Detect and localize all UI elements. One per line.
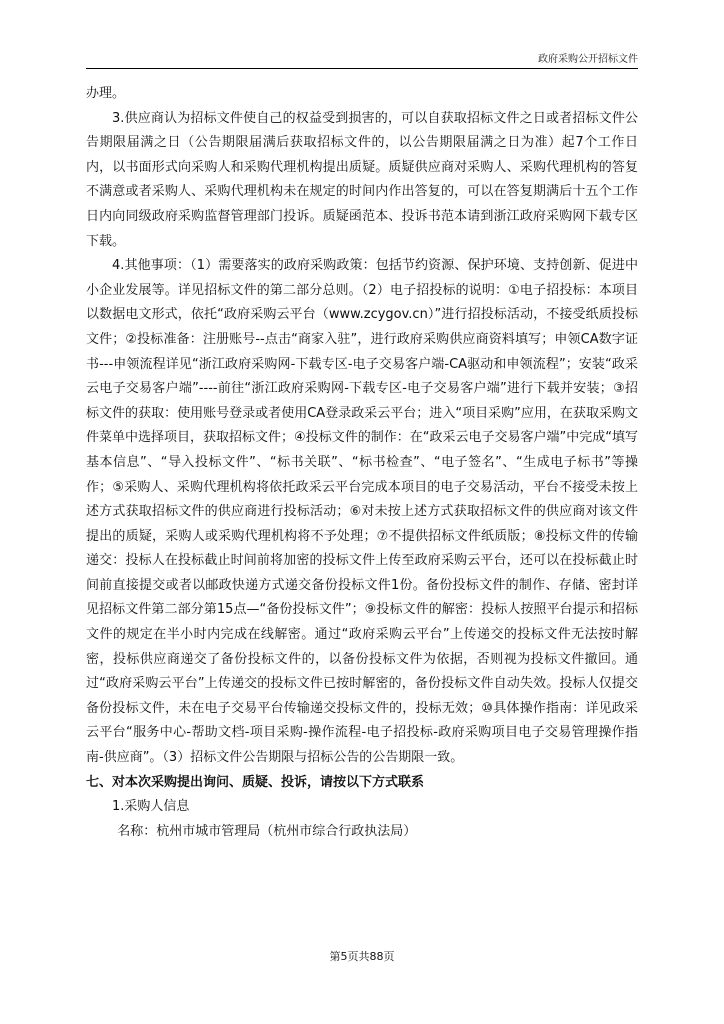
purchaser-name-value: 杭州市城市管理局（杭州市综合行政执法局） — [156, 823, 417, 839]
page-header: 政府采购公开招标文件 — [538, 54, 638, 65]
section-heading-7: 七、对本次采购提出询问、质疑、投诉，请按以下方式联系 — [86, 774, 425, 790]
document-body — [86, 82, 638, 844]
subsection-purchaser-info: 1.采购人信息 — [112, 799, 190, 815]
paragraph-other-matters: 4.其他事项：（1）需要落实的政府采购政策：包括节约资源、保护环境、支持创新、促进中小企业发展等。详见招标文件的第二部分总则。（2）电子招投标的说明：①电子招投标：本项目以数据电文形式，依托“政府采购云平台（www.zcygov.cn）”进行招投标活动，不接受纸质投标文件；②投标准备：注册账号--点击“商家入驻”，进行政府采购供应商资料填写；申领CA数字证书---申领流程详见“浙江政府采购网-下载专区-电子交易客户端-CA驱动和申领流程”；安装“政采云电子交易客户端”----前往“浙江政府采购网-下载专区-电子交易客户端”进行下载并安装；③招标文件的获取：使用账号登录或者使用CA登录政采云平台；进入“项目采购”应用，在获取采购文件菜单中选择项目，获取招标文件；④投标文件的制作：在“政采云电子交易客户端”中完成“填写基本信息”、“导入投标文件”、“标书关联”、“标书检查”、“电子签名”、“生成电子标书”等操作；⑤采购人、采购代理机构将依托政采云平台完成本项目的电子交易活动，平台不接受未按上述方式获取招标文件的供应商进行投标活动；⑥对未按上述方式获取招标文件的供应商对该文件提出的质疑，采购人或采购代理机构将不予处理；⑦不提供招标文件纸质版；⑧投标文件的传输递交：投标人在投标截止时间前将加密的投标文件上传至政府采购云平台，还可以在投标截止时间前直接提交或者以邮政快递方式递交备份投标文件1份。备份投标文件的制作、存储、密封详见招标文件第二部分第15点—“备份投标文件”；⑨投标文件的解密：投标人按照平台提示和招标文件的规定在半小时内完成在线解密。通过“政府采购云平台”上传递交的投标文件无法按时解密，投标供应商递交了备份投标文件的，以备份投标文件为依据，否则视为投标文件撤回。通过“政府采购云平台”上传递交的投标文件已按时解密的，备份投标文件自动失效。投标人仅提交备份投标文件，未在电子交易平台传输递交投标文件的，投标无效；⑩具体操作指南：详见政采云平台“服务中心-帮助文档-项目采购-操作流程-电子招投标-政府采购项目电子交易管理操作指南-供应商”。（3）招标文件公告期限与招标公告的公告期限一致。 — [86, 258, 638, 766]
paragraph-continuation: 办理。 — [86, 86, 126, 101]
paragraph-complaint: 3.供应商认为招标文件使自己的权益受到损害的，可以自获取招标文件之日或者招标文件公告期限届满之日（公告期限届满后获取招标文件的，以公告期限届满之日为准）起7个工作日内，以书面形式向采购人和采购代理机构提出质疑。质疑供应商对采购人、采购代理机构的答复不满意或者采购人、采购代理机构未在规定的时间内作出答复的，可以在答复期满后十五个工作日内向同级政府采购监督管理部门投诉。质疑函范本、投诉书范本请到浙江政府采购网下载专区下载。 — [86, 110, 638, 249]
purchaser-name-line — [86, 820, 638, 845]
page-number: 第5页共88页 — [329, 950, 395, 963]
purchaser-name-label: 名称： — [117, 823, 157, 839]
header-divider — [86, 68, 638, 69]
